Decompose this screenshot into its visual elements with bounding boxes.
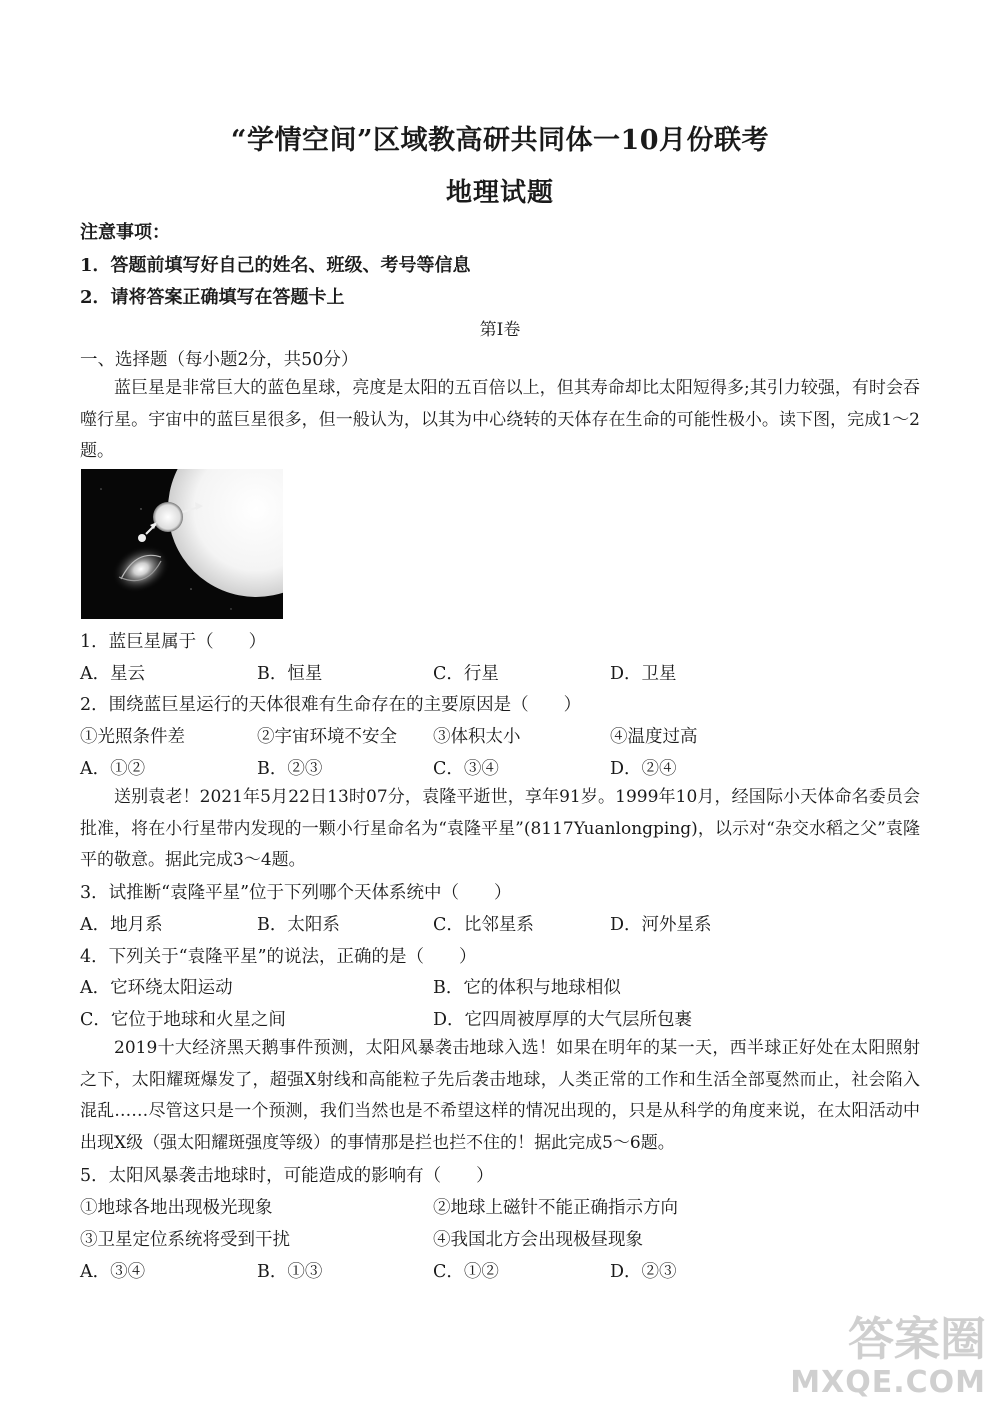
q5-option-d: D．②③ — [610, 1262, 677, 1282]
question-4-stem: 4．下列关于“袁隆平星”的说法，正确的是（ ） — [80, 947, 477, 967]
q5-item-1: ①地球各地出现极光现象 — [80, 1198, 273, 1218]
q3-option-b: B．太阳系 — [257, 915, 340, 935]
watermark-text: 答案圈 — [848, 1312, 986, 1366]
star-illustration — [81, 469, 283, 619]
q5-option-c: C．①② — [433, 1262, 499, 1282]
reading-passage-2 — [80, 782, 920, 877]
q2-option-b: B．②③ — [257, 759, 323, 779]
question-5-stem: 5．太阳风暴袭击地球时，可能造成的影响有（ ） — [80, 1166, 494, 1186]
q1-option-a: A．星云 — [80, 664, 146, 684]
passage-text: 送别袁老！2021年5月22日13时07分，袁隆平逝世，享年91岁。1999年10月，经国际小天体命名委员会批准，将在小行星带内发现的一颗小行星命名为“袁隆平星”(8117Yuanlongping)，以示对“杂交水稻之父”袁隆平的敬意。据此完成3～4题。 — [80, 787, 920, 870]
notice-item: 1．答题前填写好自己的姓名、班级、考号等信息 — [80, 255, 471, 276]
blue-giant-star — [168, 469, 283, 597]
q1-option-b: B．恒星 — [257, 664, 323, 684]
q3-option-d: D．河外星系 — [610, 915, 712, 935]
watermark-url: MXQE.COM — [790, 1365, 986, 1400]
sun-star — [153, 502, 183, 532]
q5-option-a: A．③④ — [80, 1262, 146, 1282]
q2-option-a: A．①② — [80, 759, 146, 779]
q3-option-c: C．比邻星系 — [433, 915, 534, 935]
volume-label: 第I卷 — [479, 320, 521, 340]
q5-item-3: ③卫星定位系统将受到干扰 — [80, 1230, 290, 1250]
q2-item-1: ①光照条件差 — [80, 727, 185, 747]
passage-text: 蓝巨星是非常巨大的蓝色星球，亮度是太阳的五百倍以上，但其寿命却比太阳短得多;其引力较强，有时会吞噬行星。宇宙中的蓝巨星很多，但一般认为，以其为中心绕转的天体存在生命的可能性极小。读下图，完成1～2题。 — [80, 378, 920, 461]
q3-option-a: A．地月系 — [80, 915, 163, 935]
galaxy — [105, 536, 178, 601]
q5-item-4: ④我国北方会出现极昼现象 — [433, 1230, 643, 1250]
q4-option-a: A．它环绕太阳运动 — [80, 978, 233, 998]
notice-heading: 注意事项： — [80, 222, 170, 243]
section-heading: 一、选择题（每小题2分，共50分） — [80, 350, 359, 370]
q2-item-4: ④温度过高 — [610, 727, 698, 747]
watermark-logo — [776, 1313, 986, 1408]
blue-giant-star-image — [81, 469, 283, 619]
passage-text: 2019十大经济黑天鹅事件预测，太阳风暴袭击地球入选！如果在明年的某一天，西半球正好处在太阳照射之下，太阳耀斑爆发了，超强X射线和高能粒子先后袭击地球，人类正常的工作和生活全部戛然而止，社会陷入混乱……尽管这只是一个预测，我们当然也是不希望这样的情况出现的，只是从科学的角度来说，在太阳活动中出现X级（强太阳耀斑强度等级）的事情那是拦也拦不住的！据此完成5～6题。 — [80, 1038, 920, 1153]
exam-title: “学情空间”区域教高研共同体一10月份联考 — [230, 125, 770, 156]
q2-option-d: D．②④ — [610, 759, 677, 779]
q2-item-3: ③体积太小 — [433, 727, 521, 747]
q1-option-d: D．卫星 — [610, 664, 677, 684]
question-3-stem: 3．试推断“袁隆平星”位于下列哪个天体系统中（ ） — [80, 883, 512, 903]
exam-subtitle: 地理试题 — [445, 178, 554, 208]
q1-option-c: C．行星 — [433, 664, 499, 684]
q5-option-b: B．①③ — [257, 1262, 323, 1282]
q4-option-b: B．它的体积与地球相似 — [433, 978, 621, 998]
q4-option-d: D．它四周被厚厚的大气层所包裹 — [433, 1010, 693, 1030]
q5-item-2: ②地球上磁针不能正确指示方向 — [433, 1198, 678, 1218]
question-1-stem: 1．蓝巨星属于（ ） — [80, 632, 267, 652]
q2-item-2: ②宇宙环境不安全 — [257, 727, 397, 747]
question-2-stem: 2．围绕蓝巨星运行的天体很难有生命存在的主要原因是（ ） — [80, 695, 582, 715]
notice-item: 2．请将答案正确填写在答题卡上 — [80, 287, 345, 308]
reading-passage-1 — [80, 373, 920, 468]
q4-option-c: C．它位于地球和火星之间 — [80, 1010, 286, 1030]
q2-option-c: C．③④ — [433, 759, 499, 779]
reading-passage-3 — [80, 1033, 920, 1159]
